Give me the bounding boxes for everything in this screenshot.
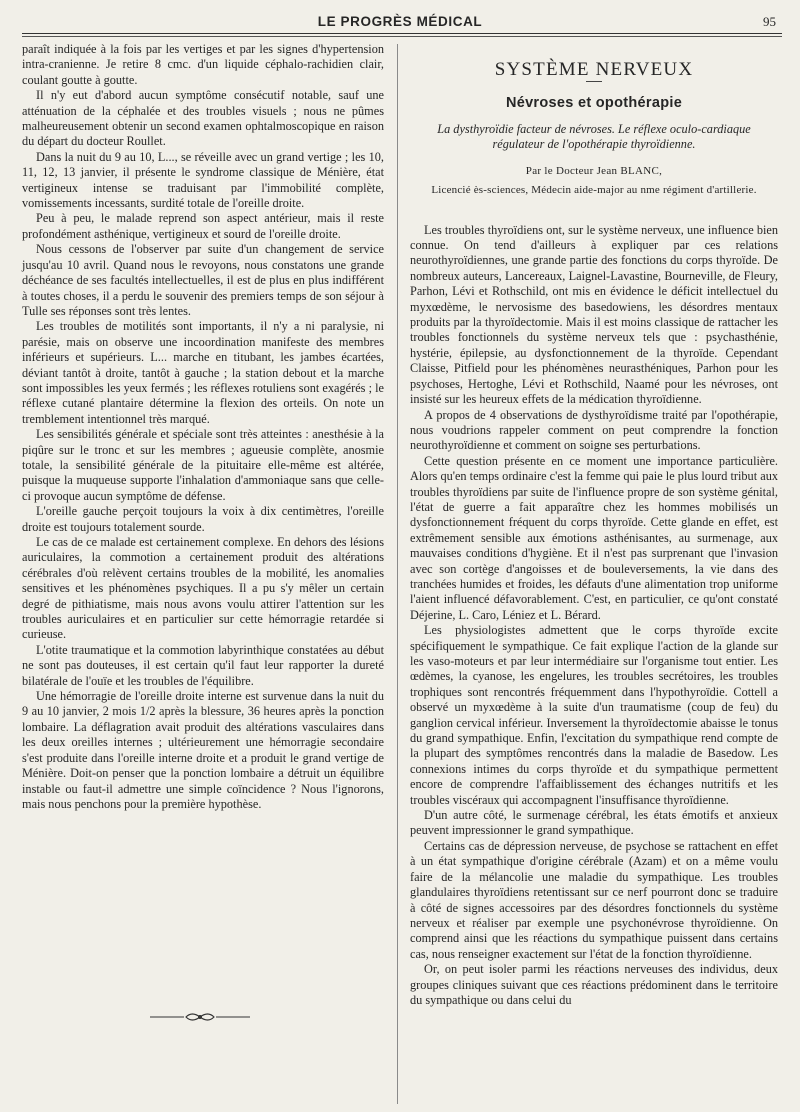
body-paragraph: Les physiologistes admettent que le corps thyroïde excite spécifiquement le sympathique. Ce fait explique l'action de la glande sur les vaso-moteurs et par leur intermédiaire sur l'organisme tout entier. Les œdèmes, la cyanose, les engelures, les troubles secrétoires, les troubles trophiques sont rencontrés fréquemment dans l'hypothyroïdie. Cottell a observé un myxœdème à la suite d'un traumatisme (coup de feu) du ganglion cervical inférieur. Inversement la thyroïdectomie abaisse le tonus du grand sympathique. Enfin, l'excitation du sympathique rend compte de la plupart des symptômes rencontrés dans la maladie de Basedow. Les connexions intimes du corps thyroïde et du sympathique permettent encore de comprendre l'affaiblissement des échanges nutritifs et les troubles viscéraux qui accompagnent l'insuffisance thyroïdienne. <box>410 623 778 807</box>
body-paragraph: L'otite traumatique et la commotion labyrinthique constatées au début ne sont pas douteuses, il est certain qu'il faut leur rapporter la dureté bilatérale de l'ouïe et les troubles de l'équilibre. <box>22 642 384 688</box>
body-paragraph: Les sensibilités générale et spéciale sont très atteintes : anesthésie à la piqûre sur le tronc et sur les membres ; agueusie complète, anosmie totale, la sensibilité générale de la pituitaire elle-même est altérée, puisque la muqueuse supporte l'inhalation d'ammoniaque sans que celle-ci provoque aucun symptôme de défense. <box>22 427 384 503</box>
end-ornament <box>150 1010 250 1024</box>
column-separator <box>397 44 398 1104</box>
body-paragraph: Nous cessons de l'observer par suite d'un changement de service jusqu'au 10 avril. Quand nous le revoyons, nous constatons une grande déchéance de ses facultés intellectuelles, il est de plus en plus indifférent à toutes choses, il a perdu le souvenir des premiers temps de son séjour à Tulle ses réponses sont très lentes. <box>22 242 384 318</box>
section-heading: SYSTÈME NERVEUX <box>494 59 694 80</box>
body-paragraph: Cette question présente en ce moment une importance particulière. Alors qu'en temps ordinaire c'est la femme qui paie le plus lourd tribut aux troubles thyroïdiens par suite de l'influence propre de son système génital, l'état de guerre a fait apparaître chez les hommes mobilisés un dysfonctionnement fréquent du corps thyroïde. Cette glande en effet, est extrêmement sensible aux émotions asthénisantes, au surmenage, aux mauvaises conditions d'hygiène. Et il n'est pas surprenant que l'invasion avec son cortège d'angoisses et de bouleversements, la vie dans des tranchées humides et froides, les défauts d'une alimentation trop uniforme l'aient influencé défavorablement. C'est, en particulier, ce qu'ont constaté Déjerine, L. Caro, Léniez et L. Bérard. <box>410 453 778 622</box>
journal-title: LE PROGRÈS MÉDICAL <box>317 14 483 29</box>
author-affiliation: Licencié ès-sciences, Médecin aide-major au nme régiment d'artillerie. <box>431 184 757 197</box>
page-number: 95 <box>763 14 776 29</box>
body-paragraph: Les troubles thyroïdiens ont, sur le système nerveux, une influence bien connue. On tend d'ailleurs à expliquer par ces relations neurothyroïdiennes, une grande partie des fonctions du corps thyroïde. De nombreux auteurs, Lancereaux, Laignel-Lavastine, Bourneville, de Fleury, Parhon, Lévi et Rothschild, ont mis en évidence le déficit intellectuel du myxœdème, le nervosisme des basedowiens, les désordres mentaux produits par la thyroïdectomie. Mais il est moins classique de rattacher les troubles fonctionnels du système nerveux tels que : psychasthénie, hystérie, épilepsie, au dysfonctionnement de la thyroïde. Cependant Claisse, Pitfield pour les phénomènes neurasthéniques, Parhon pour les psychoses, Hertoghe, Lévi et Rothschild, Naamé pour les névroses, ont insisté sur les heureux effets de la médication thyroïdienne. <box>410 222 778 407</box>
body-paragraph: L'oreille gauche perçoit toujours la voix à dix centimètres, l'oreille droite est toujours totalement sourde. <box>22 504 384 534</box>
body-paragraph: Certains cas de dépression nerveuse, de psychose se rattachent en effet à un état sympathique d'origine cérébrale (Azam) et on a même voulu faire de la mélancolie une maladie du sympathique. Les troubles glandulaires thyroïdiens retentissant sur ce nerf pourront donc se traduire à côté de signes accessoires par des désordres fonctionnels du système nerveux et réaliser par exemple une psychonévrose thyroïdienne. On comprend ainsi que les réactions du sympathique puissent dans certains cas, nous renseigner exactement sur l'état de la fonction thyroïdienne. <box>410 838 778 961</box>
body-paragraph: Dans la nuit du 9 au 10, L..., se réveille avec un grand vertige ; les 10, 11, 12, 13 janvier, il présente le syndrome classique de Ménière, état vertigineux intense se traduisant par l'immobilité complète, vomissements incessants, surdité totale de l'oreille droite. <box>22 149 384 211</box>
body-paragraph: Une hémorragie de l'oreille droite interne est survenue dans la nuit du 9 au 10 janvier, 2 mois 1/2 après la blessure, 36 heures après la ponction lombaire. La déflagration avait produit des altérations vasculaires dans les deux oreilles internes ; ultérieurement une hémorragie secondaire s'est produite dans l'oreille interne droite et a produit le grand vertige de Ménière. Doit-on penser que la ponction lombaire a détruit un équilibre instable ou faut-il admettre une simple coïncidence ? Nous l'ignorons, mais nous penchons pour la première hypothèse. <box>22 689 384 811</box>
body-paragraph: Il n'y eut d'abord aucun symptôme consécutif notable, sauf une atténuation de la céphalée et des troubles visuels ; nous ne pûmes malheureusement obtenir un second examen ophtalmoscopique en raison du départ du docteur Roullet. <box>22 88 384 149</box>
body-paragraph: A propos de 4 observations de dysthyroïdisme traité par l'opothérapie, nous voudrions rappeler comment on peut comprendre la fonction neurothyroïdienne et comment on soigne ses perturbations. <box>410 407 778 453</box>
title-dash <box>586 81 602 82</box>
body-paragraph: Les troubles de motilités sont importants, il n'y a ni paralysie, ni parésie, mais on observe une incoordination manifeste des membres inférieurs et supérieurs. L... marche en titubant, les jambes écartées, déviant tantôt à droite, tantôt à gauche ; la station debout et la marche sont impossibles les yeux fermés ; les réflexes rotuliens sont exagérés ; le réflexe cutané plantaire détermine la flexion des orteils. On note un tremblement intentionnel très marqué. <box>22 319 384 426</box>
right-column <box>410 42 778 1008</box>
body-paragraph: D'un autre côté, le surmenage cérébral, les états émotifs et anxieux peuvent impressionner le grand sympathique. <box>410 808 778 838</box>
body-paragraph: Peu à peu, le malade reprend son aspect antérieur, mais il reste profondément asthénique, vertigineux et sourd de l'oreille droite. <box>22 211 384 241</box>
byline: Par le Docteur Jean BLANC, <box>525 164 663 177</box>
left-column <box>22 42 384 812</box>
article-subtitle: La dysthyroïdie facteur de névroses. Le réflexe oculo-cardiaque régulateur de l'opothérapie thyroïdienne. <box>437 121 751 151</box>
body-paragraph: Or, on peut isoler parmi les réactions nerveuses des individus, deux groupes cliniques suivant que ces réactions prédominent dans le territoire du sympathique ou dans celui du <box>410 962 778 1007</box>
body-paragraph: Le cas de ce malade est certainement complexe. En dehors des lésions auriculaires, la commotion a certainement produit des altérations cérébrales d'où relèvent certains troubles de la mobilité, les anomalies sensitives et les phénomènes psychiques. Il a pu s'y mêler un certain degré de pithiatisme, mais nous avons voulu attirer l'attention sur les troubles auriculaires et en particulier sur cette hémorragie retardée si curieuse. <box>22 535 384 642</box>
body-paragraph: paraît indiquée à la fois par les vertiges et par les signes d'hypertension intra-cranienne. Je retire 8 cmc. d'un liquide céphalo-rachidien clair, coulant goutte à goutte. <box>22 42 384 87</box>
article-title: Névroses et opothérapie <box>505 95 683 112</box>
header-rule <box>22 33 782 37</box>
